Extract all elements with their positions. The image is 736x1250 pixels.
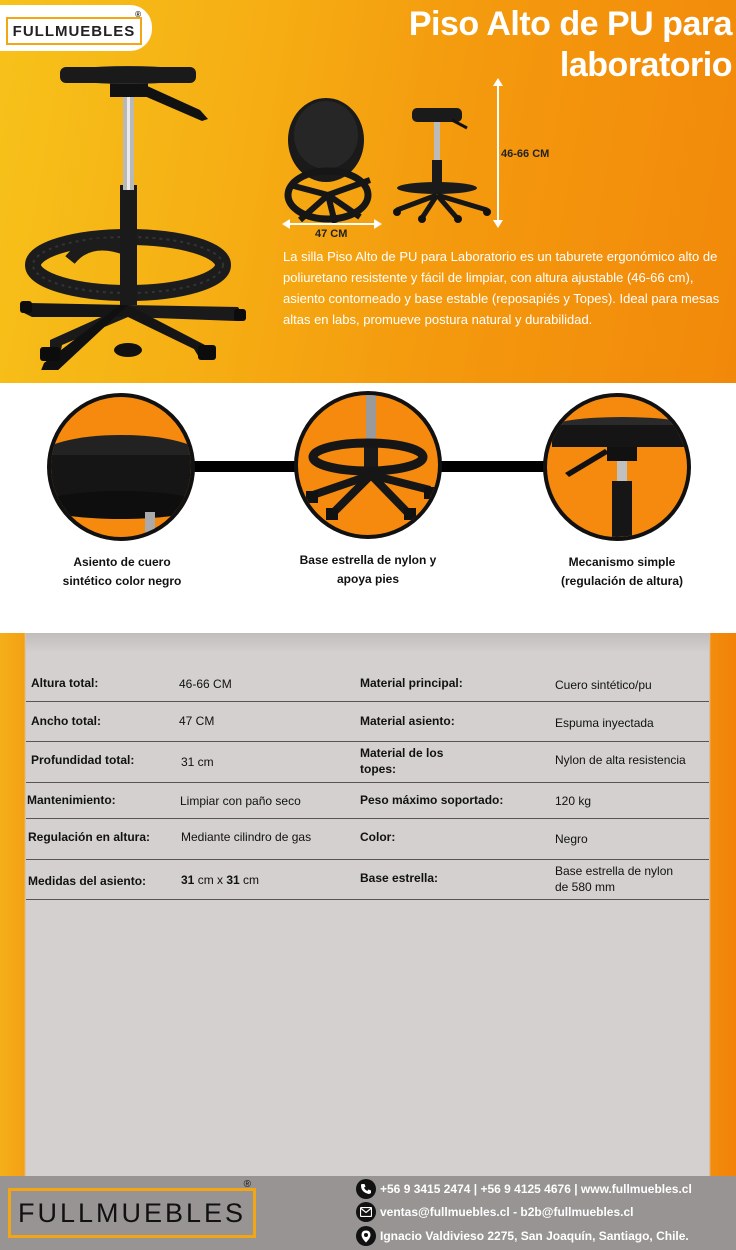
features-section [0, 383, 736, 633]
feature-seat-image [47, 393, 195, 541]
spec-row: Altura total: 46-66 CM Material principal: Cuero sintético/pu [26, 667, 709, 702]
spec-row: Mantenimiento: Limpiar con paño seco Peso máximo soportado: 120 kg [26, 783, 709, 819]
feature-base-label: Base estrella de nylon y apoya pies [299, 553, 437, 586]
spec-row: Regulación en altura: Mediante cilindro de gas Color: Negro [26, 819, 709, 860]
registered-mark: ® [243, 1179, 254, 1190]
stool-side-view-image [392, 100, 497, 225]
feature-mechanism-label: Mecanismo simple (regulación de altura) [560, 555, 684, 588]
feature-seat-label: Asiento de cuero sintético color negro [62, 555, 182, 588]
spec-row: Medidas del asiento: 31 cm x 31 cm Base estrella: Base estrella de nylon de 580 mm [26, 860, 709, 900]
mail-icon [356, 1202, 376, 1222]
header-logo[interactable] [0, 5, 152, 51]
registered-mark: ® [135, 10, 142, 19]
product-description: La silla Piso Alto de PU para Laboratorio es un taburete ergonómico alto de poliuretano resistente y fácil de limpiar, con altura ajustable (46-66 cm), asiento contorneado y base estable (reposapiés y Topes). Ideal para mesas altas en labs, promueve postura natural y durabilidad. [283, 249, 720, 327]
stool-main-image [10, 55, 260, 370]
footer [0, 1176, 736, 1250]
contact-email[interactable]: ventas@fullmuebles.cl - b2b@fullmuebles.cl [356, 1202, 633, 1222]
contact-phone[interactable]: +56 9 3415 2474 | +56 9 4125 4676 | www.fullmuebles.cl [356, 1179, 692, 1199]
height-label: 46-66 CM [501, 148, 550, 160]
hero-banner [0, 0, 736, 383]
page-title: Piso Alto de PU para laboratorio [408, 5, 732, 84]
feature-base-image [294, 391, 442, 539]
spec-row: Ancho total: 47 CM Material asiento: Espuma inyectada [26, 702, 709, 742]
location-icon [356, 1226, 376, 1246]
stool-top-view-image [280, 95, 380, 225]
spec-row: Profundidad total: 31 cm Material de los topes: Nylon de alta resistencia [26, 742, 709, 783]
phone-icon [356, 1179, 376, 1199]
footer-logo[interactable]: FULLMUEBLES ® [8, 1188, 256, 1238]
contact-address[interactable]: Ignacio Valdivieso 2275, San Joaquín, Santiago, Chile. [356, 1226, 689, 1246]
logo-text: FULLMUEBLES [12, 22, 136, 40]
specs-section [0, 633, 736, 1176]
feature-mechanism-image [543, 393, 691, 541]
width-label: 47 CM [315, 228, 348, 240]
